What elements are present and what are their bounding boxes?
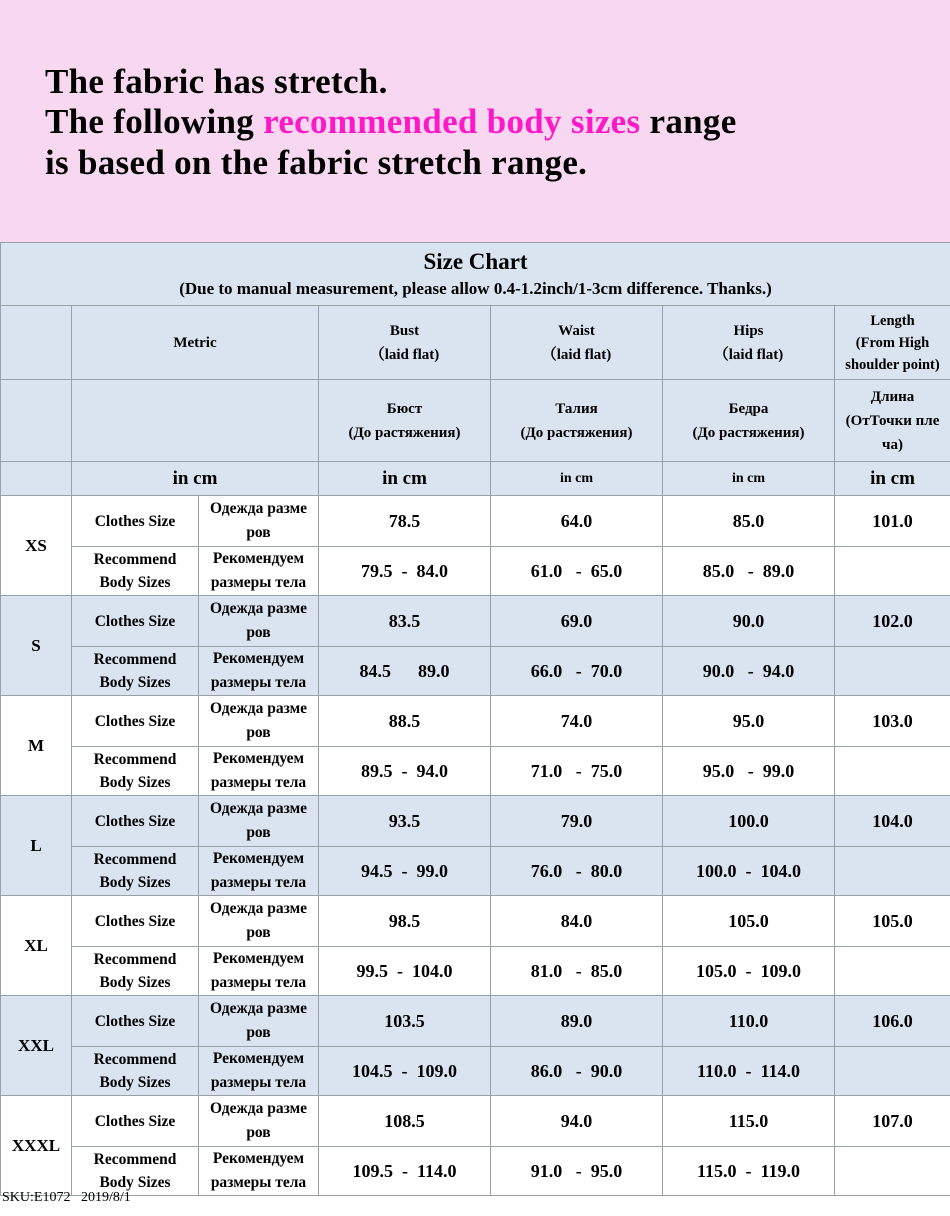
ru-header-hips [663,380,835,462]
body-bust-range: 79.5 - 84.0 [319,547,491,596]
header-bust-label: Bust [389,322,420,339]
ru-header-waist-label: Талия [555,400,598,417]
size-label: XXXL [1,1096,72,1196]
size-row-clothes [1,1096,950,1147]
body-length-value [835,847,950,896]
unit-hips: in cm [663,462,835,496]
ru-header-length-note-1: (ОтТочки пле [845,412,940,429]
clothes-hips-value: 110.0 [663,996,835,1047]
clothes-size-label: Clothes Size [72,996,199,1047]
recommend-body-label-1: Recommend [93,951,177,968]
clothes-size-label-ru [199,496,319,547]
notice-line-1: The fabric has stretch. [45,62,388,101]
clothes-size-label: Clothes Size [72,796,199,847]
size-row-clothes [1,896,950,947]
recommend-body-label-2: Body Sizes [99,674,171,691]
clothes-bust-value: 103.5 [319,996,491,1047]
recommend-body-label-ru-2: размеры тела [210,874,307,891]
size-row-clothes [1,696,950,747]
size-label: XL [1,896,72,996]
body-hips-range: 95.0 - 99.0 [663,747,835,796]
body-bust-range: 84.5 89.0 [319,647,491,696]
recommend-body-label-ru-2: размеры тела [210,1074,307,1091]
clothes-size-label-ru [199,696,319,747]
header-bust [319,306,491,380]
recommend-body-label [72,547,199,596]
clothes-size-label-ru-2: ров [246,724,271,741]
recommend-body-label-ru [199,847,319,896]
sku-footer: SKU:E1072 2019/8/1 [2,1190,131,1205]
body-waist-range: 81.0 - 85.0 [491,947,663,996]
recommend-body-label-1: Recommend [93,851,177,868]
clothes-hips-value: 90.0 [663,596,835,647]
recommend-body-label-ru [199,1147,319,1196]
chart-subtitle: (Due to manual measurement, please allow 0.4-1.2inch/1-3cm difference. Thanks.) [179,279,772,298]
body-length-value [835,747,950,796]
clothes-waist-value: 74.0 [491,696,663,747]
clothes-size-label-ru-1: Одежда разме [209,1000,308,1017]
stretch-notice-banner [0,0,950,242]
notice-highlight: recommended body sizes [263,102,641,141]
clothes-length-value: 104.0 [835,796,950,847]
clothes-waist-value: 89.0 [491,996,663,1047]
recommend-body-label-2: Body Sizes [99,774,171,791]
clothes-bust-value: 83.5 [319,596,491,647]
body-hips-range: 115.0 - 119.0 [663,1147,835,1196]
recommend-body-label-ru-1: Рекомендуем [212,1050,305,1067]
recommend-body-label-ru [199,1047,319,1096]
header-hips-note: （laid flat) [713,346,784,363]
ru-header-hips-label: Бедра [728,400,769,417]
unit-waist: in cm [491,462,663,496]
clothes-size-label-ru-1: Одежда разме [209,900,308,917]
body-waist-range: 91.0 - 95.0 [491,1147,663,1196]
recommend-body-label [72,1047,199,1096]
body-bust-range: 94.5 - 99.0 [319,847,491,896]
clothes-hips-value: 95.0 [663,696,835,747]
recommend-body-label-1: Recommend [93,751,177,768]
body-length-value [835,1147,950,1196]
clothes-waist-value: 64.0 [491,496,663,547]
header-hips [663,306,835,380]
body-waist-range: 86.0 - 90.0 [491,1047,663,1096]
header-metric: Metric [72,306,319,380]
ru-header-length-note-2: ча) [882,436,903,453]
recommend-body-label-ru-1: Рекомендуем [212,650,305,667]
clothes-bust-value: 93.5 [319,796,491,847]
chart-title: Size Chart [423,249,528,274]
body-hips-range: 90.0 - 94.0 [663,647,835,696]
size-label: S [1,596,72,696]
recommend-body-label [72,647,199,696]
recommend-body-label-2: Body Sizes [99,1074,171,1091]
body-length-value [835,647,950,696]
body-bust-range: 104.5 - 109.0 [319,1047,491,1096]
clothes-size-label-ru [199,596,319,647]
recommend-body-label [72,1147,199,1196]
recommend-body-label-ru-2: размеры тела [210,974,307,991]
body-bust-range: 109.5 - 114.0 [319,1147,491,1196]
size-row-body [1,1047,950,1096]
notice-line-2-start: The following [45,102,264,141]
clothes-hips-value: 85.0 [663,496,835,547]
header-length-note-2: shoulder point) [845,356,940,373]
recommend-body-label-ru-2: размеры тела [210,674,307,691]
header-waist-note: （laid flat) [541,346,612,363]
chart-title-cell [1,243,950,306]
body-hips-range: 110.0 - 114.0 [663,1047,835,1096]
ru-header-empty-cell [1,380,72,462]
size-chart-table [0,242,950,1196]
recommend-body-label-ru-1: Рекомендуем [212,1150,305,1167]
recommend-body-label-2: Body Sizes [99,574,171,591]
body-length-value [835,1047,950,1096]
size-label: M [1,696,72,796]
clothes-size-label-ru-1: Одежда разме [209,700,308,717]
recommend-body-label-ru-2: размеры тела [210,574,307,591]
body-waist-range: 76.0 - 80.0 [491,847,663,896]
recommend-body-label-ru [199,647,319,696]
size-row-body [1,1147,950,1196]
ru-header-bust-label: Бюст [386,400,423,417]
body-bust-range: 89.5 - 94.0 [319,747,491,796]
body-waist-range: 71.0 - 75.0 [491,747,663,796]
recommend-body-label-2: Body Sizes [99,874,171,891]
header-bust-note: （laid flat) [369,346,440,363]
ru-header-waist [491,380,663,462]
recommend-body-label-1: Recommend [93,1151,177,1168]
clothes-bust-value: 78.5 [319,496,491,547]
clothes-size-label: Clothes Size [72,896,199,947]
header-length-note-1: (From High [855,334,930,351]
notice-line-2 [45,102,737,142]
body-length-value [835,547,950,596]
clothes-hips-value: 100.0 [663,796,835,847]
clothes-size-label-ru [199,996,319,1047]
ru-header-bust-note: (До растяжения) [348,424,461,441]
notice-line-2-end: range [640,102,737,141]
clothes-length-value: 107.0 [835,1096,950,1147]
clothes-size-label-ru [199,796,319,847]
ru-header-bust [319,380,491,462]
unit-bust: in cm [319,462,491,496]
clothes-size-label-ru [199,1096,319,1147]
ru-header-length [835,380,950,462]
clothes-length-value: 106.0 [835,996,950,1047]
clothes-bust-value: 88.5 [319,696,491,747]
body-hips-range: 100.0 - 104.0 [663,847,835,896]
size-row-clothes [1,996,950,1047]
clothes-waist-value: 94.0 [491,1096,663,1147]
clothes-size-label-ru-2: ров [246,524,271,541]
clothes-size-label-ru-2: ров [246,624,271,641]
header-waist [491,306,663,380]
recommend-body-label-ru-1: Рекомендуем [212,550,305,567]
size-label: XXL [1,996,72,1096]
clothes-waist-value: 79.0 [491,796,663,847]
unit-empty-cell [1,462,72,496]
clothes-length-value: 102.0 [835,596,950,647]
ru-header-length-label: Длина [870,388,915,405]
recommend-body-label-1: Recommend [93,551,177,568]
size-row-body [1,847,950,896]
header-empty-cell [1,306,72,380]
ru-header-waist-note: (До растяжения) [520,424,633,441]
size-label: XS [1,496,72,596]
clothes-length-value: 105.0 [835,896,950,947]
size-row-clothes [1,796,950,847]
recommend-body-label-ru-1: Рекомендуем [212,750,305,767]
size-row-body [1,747,950,796]
clothes-size-label-ru-1: Одежда разме [209,800,308,817]
recommend-body-label-2: Body Sizes [99,974,171,991]
body-hips-range: 105.0 - 109.0 [663,947,835,996]
recommend-body-label-ru-2: размеры тела [210,1174,307,1191]
recommend-body-label-2: Body Sizes [99,1174,171,1191]
recommend-body-label [72,947,199,996]
body-bust-range: 99.5 - 104.0 [319,947,491,996]
size-row-body [1,647,950,696]
clothes-size-label-ru-1: Одежда разме [209,1100,308,1117]
recommend-body-label-ru-1: Рекомендуем [212,850,305,867]
clothes-size-label-ru-2: ров [246,824,271,841]
clothes-size-label: Clothes Size [72,496,199,547]
clothes-waist-value: 69.0 [491,596,663,647]
clothes-hips-value: 105.0 [663,896,835,947]
recommend-body-label-1: Recommend [93,651,177,668]
recommend-body-label-ru [199,547,319,596]
clothes-size-label: Clothes Size [72,1096,199,1147]
clothes-size-label-ru-2: ров [246,924,271,941]
clothes-size-label: Clothes Size [72,596,199,647]
clothes-bust-value: 98.5 [319,896,491,947]
body-waist-range: 66.0 - 70.0 [491,647,663,696]
body-waist-range: 61.0 - 65.0 [491,547,663,596]
recommend-body-label-ru [199,747,319,796]
clothes-size-label-ru-1: Одежда разме [209,500,308,517]
clothes-length-value: 101.0 [835,496,950,547]
ru-header-hips-note: (До растяжения) [692,424,805,441]
recommend-body-label-ru-2: размеры тела [210,774,307,791]
body-length-value [835,947,950,996]
clothes-size-label-ru-2: ров [246,1024,271,1041]
notice-line-3: is based on the fabric stretch range. [45,143,588,182]
header-length [835,306,950,380]
clothes-length-value: 103.0 [835,696,950,747]
recommend-body-label-ru [199,947,319,996]
size-label: L [1,796,72,896]
clothes-size-label-ru-1: Одежда разме [209,600,308,617]
clothes-size-label-ru [199,896,319,947]
body-hips-range: 85.0 - 89.0 [663,547,835,596]
size-row-body [1,547,950,596]
size-row-clothes [1,596,950,647]
recommend-body-label [72,847,199,896]
clothes-size-label-ru-2: ров [246,1124,271,1141]
recommend-body-label [72,747,199,796]
unit-length: in cm [835,462,950,496]
header-length-label: Length [870,312,915,329]
ru-header-metric-empty [72,380,319,462]
size-row-clothes [1,496,950,547]
clothes-bust-value: 108.5 [319,1096,491,1147]
unit-metric: in cm [72,462,319,496]
recommend-body-label-ru-1: Рекомендуем [212,950,305,967]
clothes-size-label: Clothes Size [72,696,199,747]
header-hips-label: Hips [733,322,764,339]
recommend-body-label-1: Recommend [93,1051,177,1068]
clothes-waist-value: 84.0 [491,896,663,947]
header-waist-label: Waist [558,322,595,339]
clothes-hips-value: 115.0 [663,1096,835,1147]
size-row-body [1,947,950,996]
